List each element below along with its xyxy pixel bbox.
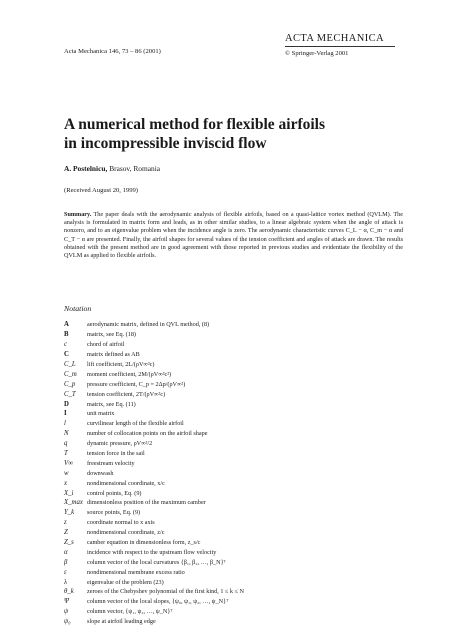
notation-symbol: X_max <box>64 499 83 507</box>
notation-row <box>64 498 404 508</box>
notation-symbol: I <box>64 410 67 418</box>
publisher-copyright: © Springer-Verlag 2001 <box>285 49 349 57</box>
notation-row <box>64 508 404 518</box>
notation-row <box>64 538 404 548</box>
received-date: (Received August 20, 1999) <box>64 187 138 194</box>
notation-description: nondimensional coordinate, x/c <box>87 479 165 487</box>
journal-reference: Acta Mechanica 146, 73 – 86 (2001) <box>64 48 161 55</box>
notation-description: freestream velocity <box>87 459 135 467</box>
notation-row <box>64 379 404 389</box>
notation-description: dynamic pressure, ρV∞²/2 <box>87 440 153 448</box>
notation-description: camber equation in dimensionless form, z_s/c <box>87 539 201 547</box>
author-line <box>64 164 160 173</box>
notation-row <box>64 587 404 597</box>
notation-row <box>64 557 404 567</box>
notation-description: slope at airfoil leading edge <box>87 618 156 626</box>
notation-description: moment coefficient, 2M/(ρV∞²c²) <box>87 370 172 378</box>
notation-symbol: z <box>64 519 67 527</box>
notation-description: unit matrix <box>87 410 115 418</box>
masthead-rule <box>285 46 395 47</box>
notation-row <box>64 320 404 330</box>
notation-row <box>64 458 404 468</box>
notation-symbol: C_L <box>64 361 76 368</box>
author-affiliation: Brasov, Romania <box>109 164 161 173</box>
notation-row <box>64 350 404 360</box>
notation-row <box>64 449 404 459</box>
notation-heading: Notation <box>64 304 92 313</box>
notation-row <box>64 617 404 627</box>
notation-symbol: l <box>64 420 66 428</box>
notation-symbol: B <box>64 331 69 339</box>
notation-row <box>64 429 404 439</box>
notation-symbol: λ <box>64 578 67 586</box>
notation-description: aerodynamic matrix, defined in QVL method, (8) <box>87 321 210 329</box>
title-line-2: in incompressible inviscid flow <box>64 135 267 152</box>
notation-row <box>64 389 404 399</box>
notation-row <box>64 478 404 488</box>
notation-symbol: ψ₀ <box>64 618 71 626</box>
notation-description: column vector of the local slopes, {ψ₀, ψ₁, ψ₂, …, ψ_N}ᵀ <box>87 598 229 606</box>
notation-symbol: Z_s <box>64 539 74 547</box>
notation-row <box>64 488 404 498</box>
notation-description: number of collocation points on the airfoil shape <box>87 430 208 438</box>
notation-row <box>64 439 404 449</box>
notation-description: nondimensional coordinate, z/c <box>87 529 165 537</box>
notation-row <box>64 567 404 577</box>
notation-description: chord of airfoil <box>87 341 125 349</box>
notation-row <box>64 518 404 528</box>
notation-row <box>64 577 404 587</box>
notation-row <box>64 547 404 557</box>
notation-description: matrix, see Eq. (18) <box>87 331 136 339</box>
notation-row <box>64 399 404 409</box>
notation-description: lift coefficient, 2L/(ρV∞²c) <box>87 361 155 368</box>
notation-row <box>64 597 404 607</box>
notation-description: eigenvalue of the problem (23) <box>87 578 164 586</box>
notation-symbol: Ψ <box>64 598 69 606</box>
notation-symbol: V∞ <box>64 459 73 467</box>
notation-symbol: Y_k <box>64 509 75 517</box>
paper-title <box>64 115 394 153</box>
author-name: A. Postelnicu, <box>64 164 108 173</box>
notation-symbol: θ_k <box>64 588 74 596</box>
title-line-1: A numerical method for flexible airfoils <box>64 116 326 133</box>
notation-symbol: w <box>64 469 69 477</box>
notation-description: coordinate normal to x axis <box>87 519 155 527</box>
notation-description: matrix defined as AB <box>87 351 140 359</box>
notation-description: control points, Eq. (9) <box>87 489 142 497</box>
notation-description: nondimensional membrane excess ratio <box>87 568 185 576</box>
notation-description: zeroes of the Chebyshev polynomial of the first kind, 1 ≤ k ≤ N <box>87 588 244 596</box>
notation-description: tension force in the sail <box>87 450 145 458</box>
notation-symbol: ψ <box>64 608 69 616</box>
notation-row <box>64 409 404 419</box>
notation-symbol: c <box>64 341 68 349</box>
notation-row <box>64 528 404 538</box>
journal-masthead <box>285 33 395 57</box>
notation-symbol: x <box>64 479 68 487</box>
notation-symbol: C_p <box>64 380 76 388</box>
notation-symbol: Z <box>64 529 68 537</box>
notation-symbol: N <box>64 430 69 438</box>
notation-symbol: X_i <box>64 489 74 497</box>
notation-description: column vector of the local curvatures {β₁, β₂, …, β_N}ᵀ <box>87 558 226 566</box>
notation-description: pressure coefficient, C_p = 2Δp/(ρV∞²) <box>87 380 186 388</box>
summary-text: The paper deals with the aerodynamic analysis of flexible airfoils, based on a quasi-lattice vortex method (QVLM). The analysis is formulated in matrix form and leads, as in other similar studies, to a linear algebraic system when the angle of attack is nonzero, and to an eigenvalue problem when the incidence angle is zero. The aerodynamic characteristic curves C_L − α, C_m − α and C_T − α are presented. Finally, the airfoil shapes for several values of the tension coefficient and angles of attack are drawn. The results obtained with the present method are in good agreement with those reported in previous studies and evidentiate the flexibility of the QVLM as applied to flexible airfoils. <box>64 211 403 260</box>
notation-symbol: C_T <box>64 390 76 398</box>
notation-description: column vector, {ψ₁, ψ₂, …, ψ_N}ᵀ <box>87 608 173 616</box>
notation-row <box>64 419 404 429</box>
notation-description: source points, Eq. (9) <box>87 509 141 517</box>
summary-paragraph <box>64 211 403 260</box>
notation-row <box>64 607 404 617</box>
notation-symbol: q <box>64 440 68 448</box>
notation-description: tension coefficient, 2T/(ρV∞²c) <box>87 390 166 398</box>
journal-name: ACTA MECHANICA <box>285 33 384 44</box>
notation-list <box>64 320 404 627</box>
notation-symbol: D <box>64 400 69 408</box>
notation-description: incidence with respect to the upstream flow velocity <box>87 548 217 556</box>
notation-symbol: C_m <box>64 370 77 378</box>
notation-row <box>64 340 404 350</box>
notation-row <box>64 360 404 370</box>
notation-description: dimensionless position of the maximum camber <box>87 499 206 507</box>
notation-symbol: α <box>64 548 68 556</box>
notation-symbol: A <box>64 321 69 329</box>
notation-row <box>64 330 404 340</box>
notation-symbol: β <box>64 558 68 566</box>
notation-row <box>64 369 404 379</box>
notation-symbol: ε <box>64 568 67 576</box>
notation-description: curvilinear length of the flexible airfoil <box>87 420 184 428</box>
notation-symbol: C <box>64 351 69 359</box>
notation-description: matrix, see Eq. (11) <box>87 400 136 408</box>
summary-label: Summary. <box>64 211 92 218</box>
notation-row <box>64 468 404 478</box>
notation-symbol: T <box>64 450 68 458</box>
notation-description: downwash <box>87 469 114 477</box>
